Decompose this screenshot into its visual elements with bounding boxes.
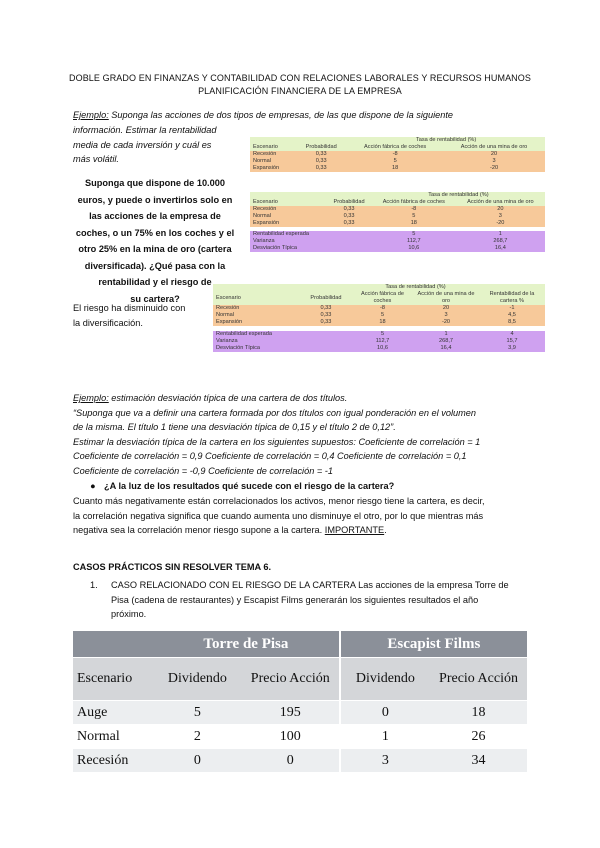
column-header: Precio Acción: [242, 658, 340, 701]
table2-cell: 0,33: [343, 220, 355, 226]
value-cell: 0: [242, 749, 340, 773]
example2-title-text: estimación desviación típica de una cartera de dos títulos.: [108, 393, 348, 403]
group-header-torre-de-pisa: Torre de Pisa: [153, 631, 340, 658]
table-row: [73, 701, 527, 725]
example2-label: Ejemplo:: [73, 393, 109, 403]
table1-header: Probabilidad: [305, 144, 337, 150]
table3-stat: 15,7: [506, 338, 518, 344]
answer-text: negativa sea la correlación menor riesgo supone a la cartera.: [73, 525, 325, 536]
table3-stat: Varianza: [216, 338, 238, 344]
table3-stat: 112,7: [375, 338, 390, 344]
answer-line: [73, 523, 573, 538]
scenario-cell: Auge: [73, 701, 153, 725]
table1-cell: -20: [489, 165, 499, 171]
scenario-cell: Recesión: [73, 749, 153, 773]
table3-cell: 0,33: [320, 319, 332, 325]
table2-cell: -8: [411, 206, 417, 212]
question-line: coches, o un 75% en los coches y el: [75, 227, 235, 238]
table1-cell: Expansión: [253, 165, 280, 171]
case-line: próximo.: [111, 609, 147, 620]
table3-cell: Recesión: [216, 305, 240, 311]
table3-header: Acción de una mina de oro: [417, 291, 475, 304]
value-cell: 0: [340, 701, 430, 725]
value-cell: 26: [430, 725, 527, 749]
table1-cell: 20: [490, 151, 498, 157]
answer-line: Cuanto más negativamente están correlacionados los activos, menor riesgo tiene la cartera, es decir,: [73, 496, 485, 506]
table1-cell: 18: [392, 165, 399, 171]
risk-line: la diversificación.: [73, 317, 143, 328]
example1-label: Ejemplo:: [73, 110, 109, 120]
question-line: diversificada). ¿Qué pasa con la: [84, 260, 226, 271]
document-header: [40, 72, 560, 98]
question-line: rentabilidad y el riesgo de: [98, 277, 212, 287]
table3-cell: 0,33: [320, 305, 332, 311]
question-line: euros, y puede o invertirlos solo en: [77, 194, 233, 205]
example2-line: Coeficiente de correlación = 0,9 Coeficiente de correlación = 0,4 Coeficiente de correlación = 0,1: [73, 451, 467, 462]
table1-header: Acción de una mina de oro: [460, 144, 528, 150]
question-line: otro 25% en la mina de oro (cartera: [78, 244, 232, 254]
table3-stat: 268,7: [439, 338, 453, 344]
case-1-text: [111, 578, 571, 622]
example2-quote-line: “Suponga que va a definir una cartera formada por dos títulos con igual ponderación en el volumen: [73, 407, 476, 418]
header-line-2: PLANIFICACIÓN FINANCIERA DE LA EMPRESA: [198, 86, 402, 96]
returns-table-1: [250, 137, 545, 172]
risk-line: El riesgo ha disminuido con: [73, 303, 186, 313]
table1-cell: 5: [393, 158, 397, 164]
table1-cell: Normal: [253, 158, 272, 164]
table2-cell: 0,33: [343, 213, 355, 219]
scenario-cell: Normal: [73, 725, 153, 749]
table2-header: Probabilidad: [333, 199, 365, 205]
table3-stat: 1: [444, 331, 448, 337]
example2-line: Coeficiente de correlación = -0,9 Coeficiente de correlación = -1: [73, 465, 333, 476]
table2-group: Tasa de rentabilidad (%): [428, 192, 489, 198]
table2-cell: -20: [496, 220, 505, 226]
table1-cell: 0,33: [315, 165, 327, 171]
value-cell: 195: [242, 701, 340, 725]
column-header: Precio Acción: [430, 658, 527, 701]
dividends-table: [73, 631, 527, 773]
bullet-text: ¿A la luz de los resultados qué sucede con el riesgo de la cartera?: [104, 481, 395, 491]
table3-cell: -8: [380, 305, 385, 311]
table1-cell: 3: [492, 158, 496, 164]
case-number: 1.: [90, 580, 98, 590]
answer-end: .: [384, 525, 387, 536]
answer-line: la correlación negativa significa que cuando aumenta uno disminuye el otro, por lo que mientras más: [73, 510, 484, 521]
table2-cell: Expansión: [253, 220, 280, 226]
cases-title: CASOS PRÁCTICOS SIN RESOLVER TEMA 6.: [73, 562, 272, 572]
table3-cell: 5: [380, 312, 385, 318]
table-row: [73, 725, 527, 749]
table2-cell: 18: [410, 220, 417, 226]
table3-header: Acción fábrica de coches: [361, 291, 404, 304]
portfolio-table: [213, 284, 545, 352]
example2-title: [73, 391, 573, 406]
example1-risk-note: [73, 301, 213, 330]
example1-intro: Suponga las acciones de dos tipos de empresas, de las que dispone de la siguiente: [108, 110, 454, 120]
table2-stat: Desviación Típica: [253, 245, 298, 251]
example2-block: [73, 391, 573, 479]
example1-left-line: más volátil.: [73, 154, 119, 165]
example2-bullet: [90, 479, 570, 494]
group-header-escapist-films: Escapist Films: [340, 631, 527, 658]
table2-stat: 1: [498, 231, 502, 237]
table3-stat: 3,9: [508, 345, 516, 351]
table2-stat: 268,7: [493, 238, 508, 244]
important-label: IMPORTANTE: [324, 525, 385, 536]
table3-cell: 18: [379, 319, 386, 325]
table2-header: Acción de una mina de oro: [467, 199, 534, 205]
table2-stat: Rentabilidad esperada: [253, 231, 309, 237]
value-cell: 1: [340, 725, 430, 749]
table1-cell: 0,33: [315, 151, 327, 157]
table1-cell: Recesión: [253, 151, 277, 157]
value-cell: 0: [153, 749, 242, 773]
table2-cell: 3: [498, 213, 502, 219]
table-row: [73, 749, 527, 773]
table3-cell: 4,5: [508, 312, 516, 318]
example1-left-text: [73, 123, 248, 167]
header-line-1: DOBLE GRADO EN FINANZAS Y CONTABILIDAD CON RELACIONES LABORALES Y RECURSOS HUMANOS: [69, 73, 531, 83]
table3-stat: Desviación Típica: [216, 345, 261, 351]
value-cell: 34: [430, 749, 527, 773]
table1-header: Escenario: [253, 144, 278, 150]
table1-cell: -8: [392, 151, 398, 157]
example1-left-line: información. Estimar la rentabilidad: [73, 125, 217, 135]
table2-cell: Normal: [253, 213, 272, 219]
table3-cell: 0,33: [320, 312, 332, 318]
question-line: Suponga que dispone de 10.000: [85, 178, 225, 188]
table3-stat: 5: [380, 331, 385, 337]
example1-left-line: media de cada inversión y cuál es: [73, 139, 212, 150]
value-cell: 2: [153, 725, 242, 749]
question-line: su cartera?: [130, 293, 180, 304]
table2-header: Acción fábrica de coches: [382, 199, 445, 205]
bullet-dot: ●: [90, 481, 96, 491]
table2-stat: 5: [412, 231, 416, 237]
table2-cell: Recesión: [253, 206, 277, 212]
table1-cell: 0,33: [315, 158, 327, 164]
example2-quote-line: de la misma. El título 1 tiene una desviación típica de 0,15 y el título 2 de 0,12”.: [73, 422, 396, 433]
column-header: Escenario: [73, 658, 153, 701]
table3-cell: -20: [441, 319, 451, 325]
table3-cell: Normal: [216, 312, 235, 318]
value-cell: 100: [242, 725, 340, 749]
table3-cell: Expansión: [216, 319, 243, 325]
case-line: CASO RELACIONADO CON EL RIESGO DE LA CARTERA Las acciones de la empresa Torre de: [111, 580, 509, 590]
table3-cell: 3: [444, 312, 448, 318]
table2-header: Escenario: [253, 199, 278, 205]
returns-table-2: [250, 192, 545, 252]
table3-header: Escenario: [216, 294, 241, 301]
example1-first-line: [73, 108, 563, 123]
table3-cell: -1: [509, 305, 515, 311]
table2-stat: 16,4: [494, 245, 506, 251]
corner-cell: [73, 631, 153, 658]
table2-cell: 0,33: [343, 206, 355, 212]
column-header: Dividendo: [153, 658, 242, 701]
table2-stat: 10,6: [408, 245, 420, 251]
table2-cell: 20: [497, 206, 504, 212]
table3-cell: 20: [442, 305, 450, 311]
table3-cell: 8,5: [508, 319, 516, 325]
value-cell: 18: [430, 701, 527, 725]
question-line: las acciones de la empresa de: [89, 211, 221, 221]
value-cell: 3: [340, 749, 430, 773]
example2-line: Estimar la desviación típica de la cartera en los siguientes supuestos: Coeficiente de correlación = 1: [73, 436, 481, 447]
table3-header: Rentabilidad de la cartera %: [489, 291, 535, 304]
table3-header: Probabilidad: [310, 294, 342, 301]
case-line: Pisa (cadena de restaurantes) y Escapist Films generarán los siguientes resultados el año: [111, 594, 479, 605]
table3-stat: Rentabilidad esperada: [216, 331, 272, 337]
table3-stat: 10,6: [377, 345, 388, 351]
table1-header: Acción fábrica de coches: [364, 144, 427, 150]
example2-answer: [73, 494, 573, 538]
table3-stat: 16,4: [440, 345, 452, 351]
table3-stat: 4: [510, 331, 514, 337]
table1-group: Tasa de rentabilidad (%): [415, 137, 477, 143]
table2-cell: 5: [412, 213, 416, 219]
value-cell: 5: [153, 701, 242, 725]
column-header: Dividendo: [340, 658, 430, 701]
table2-stat: Varianza: [253, 238, 275, 244]
table2-stat: 112,7: [407, 238, 421, 244]
table3-group: Tasa de rentabilidad (%): [385, 284, 446, 290]
